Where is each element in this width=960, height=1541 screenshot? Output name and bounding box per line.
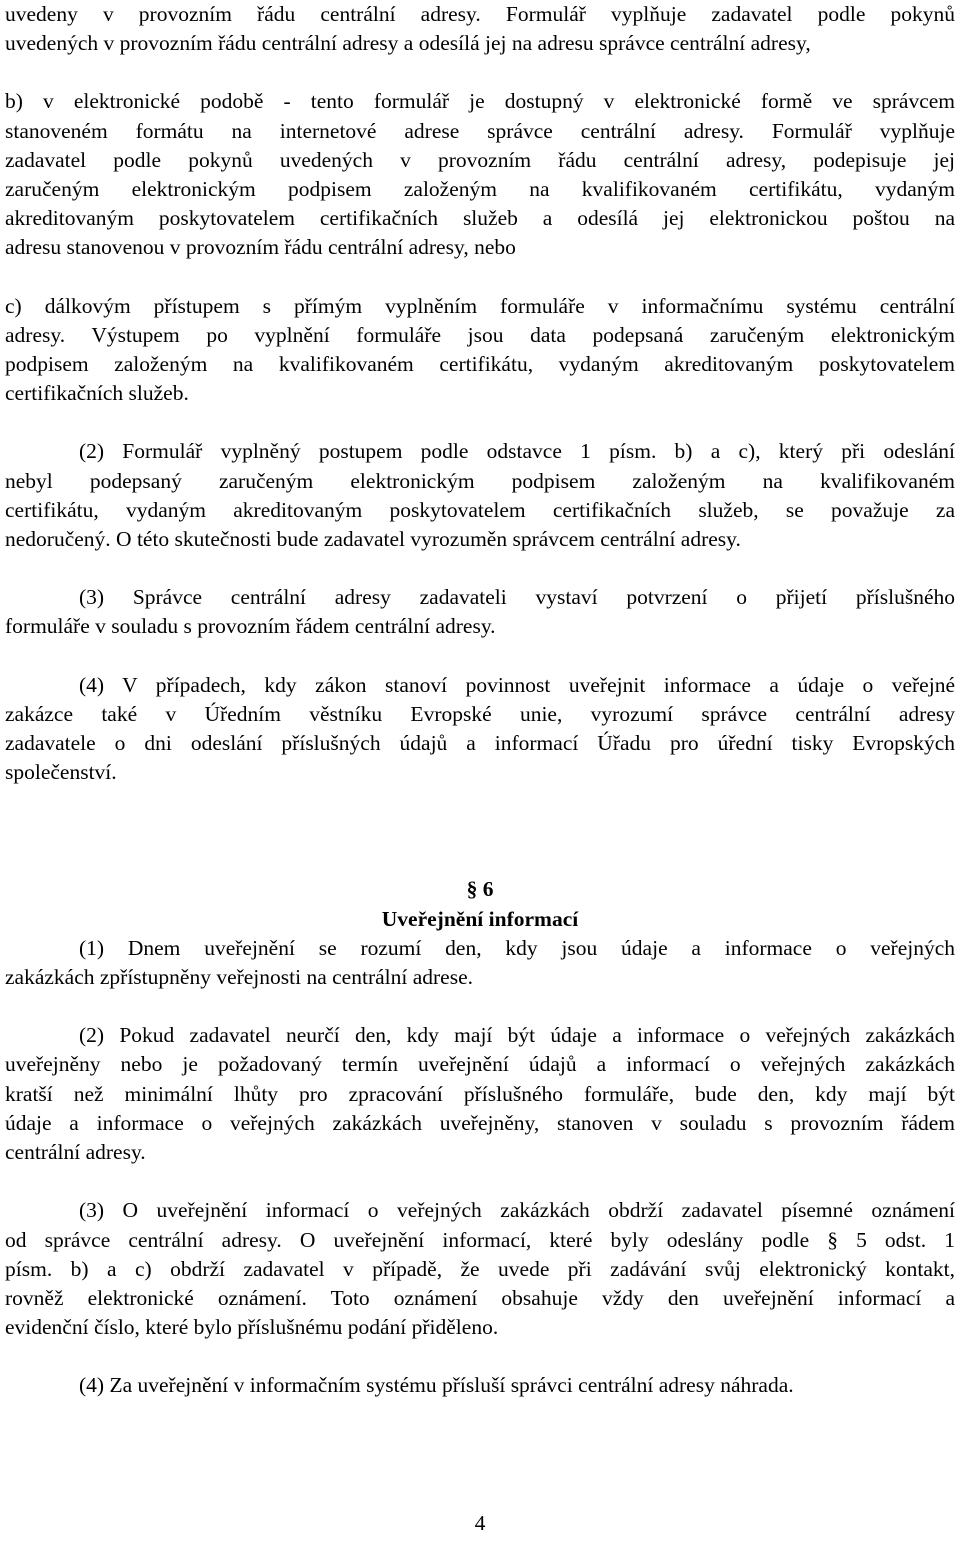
section-number: § 6	[466, 877, 494, 902]
text-line: kratší než minimální lhůty pro zpracování příslušného formuláře, bude den, kdy mají být	[5, 1081, 955, 1106]
item-c-paragraph	[5, 292, 955, 409]
text-line: nebyl podepsaný zaručeným elektronickým podpisem založeným na kvalifikovaném	[5, 468, 955, 493]
text-line: nedoručený. O této skutečnosti bude zadavatel vyrozuměn správcem centrální adresy.	[5, 527, 741, 552]
text-line: (4) Za uveřejnění v informačním systému přísluší správci centrální adresy náhrada.	[79, 1373, 794, 1398]
text-line: (3) Správce centrální adresy zadavateli vystaví potvrzení o přijetí příslušného	[79, 585, 955, 610]
text-line: akreditovaným poskytovatelem certifikačních služeb a odesílá jej elektronickou poštou na	[5, 206, 955, 231]
text-line: certifikačních služeb.	[5, 381, 189, 406]
section-6-paragraph-3	[5, 1196, 955, 1342]
text-line: zadavatel podle pokynů uvedených v provozním řádu centrální adresy, podepisuje jej	[5, 147, 955, 172]
top-paragraph	[5, 0, 955, 58]
text-line: uvedených v provozním řádu centrální adresy a odesílá jej na adresu správce centrální adresy,	[5, 31, 811, 56]
text-line: rovněž elektronické oznámení. Toto oznámení obsahuje vždy den uveřejnění informací a	[5, 1285, 955, 1310]
text-line: (3) O uveřejnění informací o veřejných zakázkách obdrží zadavatel písemné oznámení	[79, 1198, 955, 1223]
page-number: 4	[474, 1511, 486, 1535]
text-line: (1) Dnem uveřejnění se rozumí den, kdy jsou údaje a informace o veřejných	[79, 935, 955, 960]
text-line: (2) Pokud zadavatel neurčí den, kdy mají být údaje a informace o veřejných zakázkách	[79, 1023, 955, 1048]
text-line: zaručeným elektronickým podpisem založeným na kvalifikovaném certifikátu, vydaným	[5, 177, 955, 202]
text-line: písm. b) a c) obdrží zadavatel v případě, že uvede při zadávání svůj elektronický kontakt,	[5, 1256, 955, 1281]
text-line: adresu stanovenou v provozním řádu centrální adresy, nebo	[5, 235, 516, 260]
paragraph-2	[5, 437, 955, 554]
text-line: evidenční číslo, které bylo příslušnému podání přiděleno.	[5, 1315, 499, 1340]
text-line: (4) V případech, kdy zákon stanoví povinnost uveřejnit informace a údaje o veřejné	[79, 672, 955, 697]
text-line: zakázkách zpřístupněny veřejnosti na centrální adrese.	[5, 965, 474, 990]
text-line: c) dálkovým přístupem s přímým vyplněním formuláře v informačnímu systému centrální	[5, 293, 955, 318]
text-line: (2) Formulář vyplněný postupem podle odstavce 1 písm. b) a c), který při odeslání	[79, 439, 955, 464]
text-line: b) v elektronické podobě - tento formulář je dostupný v elektronické formě ve správcem	[5, 89, 955, 114]
text-line: certifikátu, vydaným akreditovaným poskytovatelem certifikačních služeb, se považuje za	[5, 497, 955, 522]
text-line: centrální adresy.	[5, 1140, 146, 1165]
section-6-paragraph-2	[5, 1021, 955, 1167]
text-line: společenství.	[5, 760, 117, 785]
item-b-paragraph	[5, 87, 955, 262]
paragraph-4	[5, 671, 955, 788]
text-line: adresy. Výstupem po vyplnění formuláře jsou data podepsaná zaručeným elektronickým	[5, 322, 955, 347]
paragraph-3	[5, 583, 955, 641]
section-6-paragraph-1	[5, 934, 955, 992]
text-line: podpisem založeným na kvalifikovaném certifikátu, vydaným akreditovaným poskytovatelem	[5, 352, 955, 377]
text-line: uveřejněny nebo je požadovaný termín uveřejnění údajů a informací o veřejných zakázkách	[5, 1052, 955, 1077]
text-line: zakázce také v Úředním věstníku Evropské unie, vyrozumí správce centrální adresy	[5, 701, 955, 726]
document-page	[5, 0, 955, 1430]
section-title: Uveřejnění informací	[381, 906, 579, 931]
section-6-paragraph-4	[5, 1371, 955, 1400]
text-line: zadavatele o dni odeslání příslušných údajů a informací Úřadu pro úřední tisky Evropských	[5, 731, 955, 756]
text-line: od správce centrální adresy. O uveřejnění informací, které byly odeslány podle § 5 odst. 1	[5, 1227, 955, 1252]
text-line: stanoveném formátu na internetové adrese správce centrální adresy. Formulář vyplňuje	[5, 118, 955, 143]
text-line: uvedeny v provozním řádu centrální adresy. Formulář vyplňuje zadavatel podle pokynů	[5, 2, 955, 26]
text-line: formuláře v souladu s provozním řádem centrální adresy.	[5, 614, 496, 639]
text-line: údaje a informace o veřejných zakázkách uveřejněny, stanoven v souladu s provozním řádem	[5, 1110, 955, 1135]
